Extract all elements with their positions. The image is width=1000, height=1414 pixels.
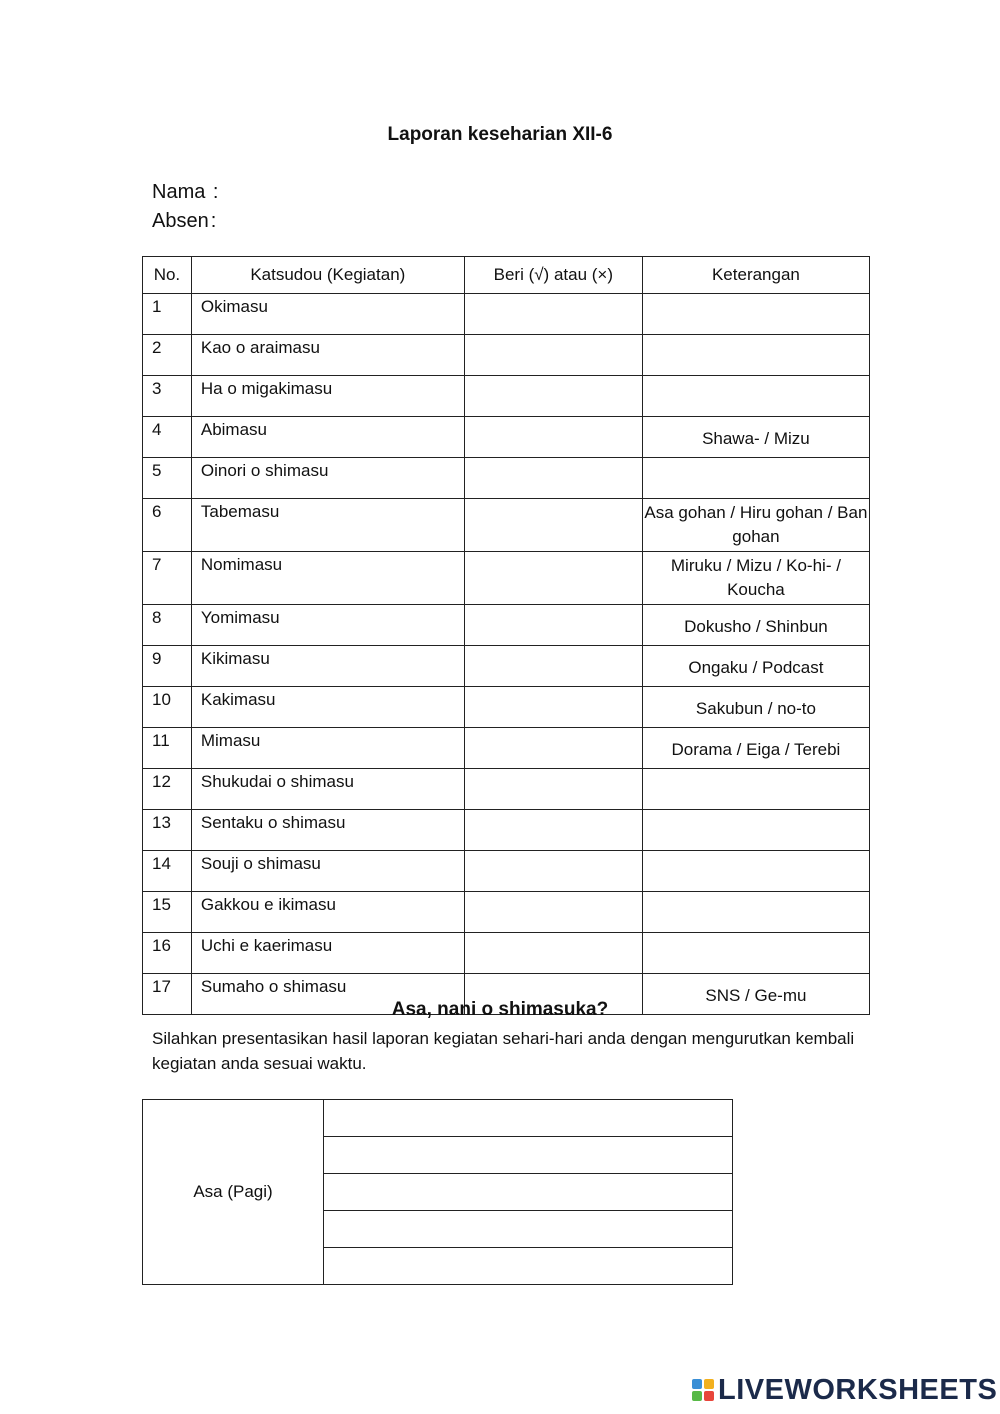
logo-square xyxy=(692,1379,702,1389)
table-header-row xyxy=(143,257,870,294)
table-row xyxy=(143,892,870,933)
entry-cell[interactable] xyxy=(324,1174,733,1211)
note-cell: Dokusho / Shinbun xyxy=(642,605,869,646)
note-cell xyxy=(642,294,869,335)
note-cell xyxy=(642,335,869,376)
note-cell xyxy=(642,892,869,933)
row-number: 8 xyxy=(143,605,192,646)
brand-text: LIVEWORKSHEETS xyxy=(718,1373,998,1406)
header-no: No. xyxy=(143,257,192,294)
activity-cell: Tabemasu xyxy=(191,499,464,552)
table-row xyxy=(143,376,870,417)
logo-square xyxy=(704,1391,714,1401)
logo-icon xyxy=(692,1379,714,1401)
row-number: 15 xyxy=(143,892,192,933)
row-number: 4 xyxy=(143,417,192,458)
row-number: 13 xyxy=(143,810,192,851)
activity-cell: Ha o migakimasu xyxy=(191,376,464,417)
activity-cell: Kao o araimasu xyxy=(191,335,464,376)
note-cell: SNS / Ge-mu xyxy=(642,974,869,1015)
check-cell[interactable] xyxy=(464,892,642,933)
table-row xyxy=(143,417,870,458)
check-cell[interactable] xyxy=(464,605,642,646)
check-cell[interactable] xyxy=(464,294,642,335)
table-row xyxy=(143,728,870,769)
period-label: Asa (Pagi) xyxy=(143,1100,324,1285)
table-row xyxy=(143,933,870,974)
table-row xyxy=(143,851,870,892)
note-cell xyxy=(642,458,869,499)
row-number: 14 xyxy=(143,851,192,892)
note-cell: Asa gohan / Hiru gohan / Ban gohan xyxy=(642,499,869,552)
activity-cell: Nomimasu xyxy=(191,552,464,605)
logo-square xyxy=(704,1379,714,1389)
check-cell[interactable] xyxy=(464,335,642,376)
table-row xyxy=(143,552,870,605)
header-check: Beri (√) atau (×) xyxy=(464,257,642,294)
activity-cell: Yomimasu xyxy=(191,605,464,646)
check-cell[interactable] xyxy=(464,769,642,810)
check-cell[interactable] xyxy=(464,810,642,851)
page-title: Laporan keseharian XII-6 xyxy=(387,124,613,145)
table-row xyxy=(143,769,870,810)
activity-table xyxy=(142,256,870,1015)
check-cell[interactable] xyxy=(464,552,642,605)
note-cell: Ongaku / Podcast xyxy=(642,646,869,687)
row-number: 16 xyxy=(143,933,192,974)
activity-cell: Okimasu xyxy=(191,294,464,335)
header-note: Keterangan xyxy=(642,257,869,294)
name-label: Nama xyxy=(152,181,206,203)
logo-square xyxy=(692,1391,702,1401)
check-cell[interactable] xyxy=(464,851,642,892)
note-cell xyxy=(642,810,869,851)
check-cell[interactable] xyxy=(464,499,642,552)
row-number: 5 xyxy=(143,458,192,499)
activity-cell: Sentaku o shimasu xyxy=(191,810,464,851)
activity-cell: Sumaho o shimasu xyxy=(191,974,464,1015)
check-cell[interactable] xyxy=(464,687,642,728)
row-number: 6 xyxy=(143,499,192,552)
name-colon: : xyxy=(212,181,219,203)
check-cell[interactable] xyxy=(464,458,642,499)
table-row xyxy=(143,810,870,851)
note-cell: Shawa- / Mizu xyxy=(642,417,869,458)
activity-cell: Souji o shimasu xyxy=(191,851,464,892)
table-row xyxy=(143,335,870,376)
table-row xyxy=(143,294,870,335)
activity-cell: Uchi e kaerimasu xyxy=(191,933,464,974)
activity-cell: Gakkou e ikimasu xyxy=(191,892,464,933)
morning-table xyxy=(142,1099,733,1285)
entry-cell[interactable] xyxy=(324,1248,733,1285)
note-cell xyxy=(642,376,869,417)
note-cell: Miruku / Mizu / Ko-hi- / Koucha xyxy=(642,552,869,605)
section-title: Asa, nani o shimasuka? xyxy=(391,999,609,1020)
table-row xyxy=(143,605,870,646)
absen-label: Absen xyxy=(152,210,209,232)
note-cell xyxy=(642,933,869,974)
activity-cell: Oinori o shimasu xyxy=(191,458,464,499)
absen-field xyxy=(152,210,216,233)
name-field xyxy=(152,181,218,204)
row-number: 7 xyxy=(143,552,192,605)
note-cell: Sakubun / no-to xyxy=(642,687,869,728)
note-cell xyxy=(642,851,869,892)
check-cell[interactable] xyxy=(464,417,642,458)
activity-cell: Kikimasu xyxy=(191,646,464,687)
note-cell xyxy=(642,769,869,810)
check-cell[interactable] xyxy=(464,376,642,417)
activity-cell: Kakimasu xyxy=(191,687,464,728)
liveworksheets-logo xyxy=(692,1374,997,1406)
table-row xyxy=(143,458,870,499)
row-number: 12 xyxy=(143,769,192,810)
entry-cell[interactable] xyxy=(324,1137,733,1174)
header-activity: Katsudou (Kegiatan) xyxy=(191,257,464,294)
table-row xyxy=(143,499,870,552)
row-number: 17 xyxy=(143,974,192,1015)
row-number: 2 xyxy=(143,335,192,376)
activity-cell: Abimasu xyxy=(191,417,464,458)
activity-cell: Shukudai o shimasu xyxy=(191,769,464,810)
check-cell[interactable] xyxy=(464,933,642,974)
activity-cell: Mimasu xyxy=(191,728,464,769)
absen-colon: : xyxy=(210,210,217,232)
note-cell: Dorama / Eiga / Terebi xyxy=(642,728,869,769)
row-number: 3 xyxy=(143,376,192,417)
row-number: 11 xyxy=(143,728,192,769)
table-row xyxy=(143,646,870,687)
entry-cell[interactable] xyxy=(324,1211,733,1248)
row-number: 1 xyxy=(143,294,192,335)
entry-cell[interactable] xyxy=(324,1100,733,1137)
instruction-text: Silahkan presentasikan hasil laporan kegiatan sehari-hari anda dengan mengurutkan kembali kegiatan anda sesuai waktu. xyxy=(152,1029,855,1073)
row-number: 9 xyxy=(143,646,192,687)
check-cell[interactable] xyxy=(464,728,642,769)
check-cell[interactable] xyxy=(464,646,642,687)
entry-row xyxy=(143,1100,733,1137)
table-row xyxy=(143,687,870,728)
row-number: 10 xyxy=(143,687,192,728)
